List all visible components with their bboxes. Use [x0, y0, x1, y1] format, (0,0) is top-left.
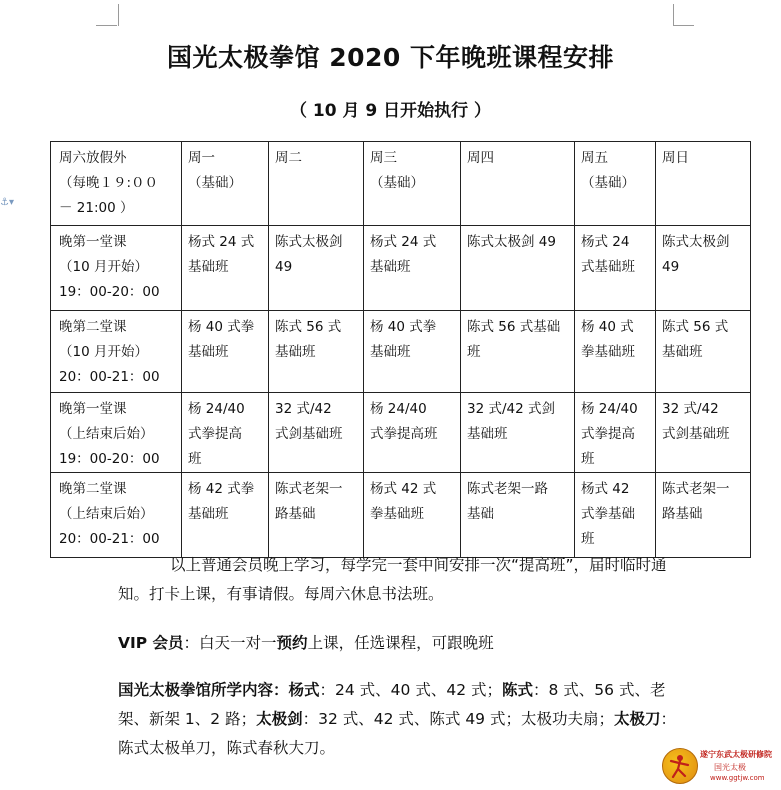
page-subtitle: （ 10 月 9 日开始执行 ） — [289, 101, 492, 121]
style-broadsword: 太极刀 — [613, 710, 661, 728]
table-cell: 杨式 24 式 基础班 — [182, 226, 269, 311]
anchor-icon[interactable]: ⚓▾ — [0, 197, 14, 208]
vip-text-b: 上课，任选课程，可跟晚班 — [307, 634, 494, 652]
table-cell: 杨 42 式拳 基础班 — [182, 473, 269, 558]
style-sword-forms: ：32 式、42 式、陈式 49 式；太极功夫扇； — [302, 710, 614, 728]
note-paragraph-curriculum — [118, 676, 678, 763]
logo-sub: 国光太极 — [714, 763, 746, 772]
table-cell: 陈式太极剑 49 — [461, 226, 575, 311]
vip-label: VIP 会员 — [118, 634, 184, 652]
table-cell: 杨 24/40 式拳提高班 — [364, 393, 461, 473]
header-cell-wed: 周三 （基础） — [364, 142, 461, 226]
table-row — [51, 311, 751, 393]
header-cell-time: 周六放假外 （每晚１９:００ － 21:00 ） — [51, 142, 182, 226]
table-cell: 32 式/42 式剑基础班 — [656, 393, 751, 473]
table-cell: 杨式 42 式 拳基础班 — [364, 473, 461, 558]
crop-mark-top-right — [672, 4, 674, 26]
taichi-figure-icon — [662, 748, 698, 784]
table-cell: 陈式 56 式 基础班 — [269, 311, 364, 393]
table-row — [51, 473, 751, 558]
logo-url: www.ggtjw.com — [710, 774, 765, 782]
table-cell: 杨 24/40 式拳提高 班 — [182, 393, 269, 473]
style-chen-forms: ：8 式、56 式、老架、新架 1、2 路； — [118, 681, 666, 728]
table-cell: 晚第一堂课 （10 月开始） 19：00-20：00 — [51, 226, 182, 311]
table-cell: 陈式太极剑 49 — [269, 226, 364, 311]
table-cell: 晚第一堂课 （上结束后始） 19：00-20：00 — [51, 393, 182, 473]
crop-mark-top-right-h — [673, 25, 694, 26]
note-paragraph-general: 以上普通会员晚上学习，每学完一套中间安排一次“提高班”，届时临时通知。打卡上课，有事请假。每周六休息书法班。 — [118, 556, 667, 603]
header-cell-tue: 周二 — [269, 142, 364, 226]
header-cell-fri: 周五 （基础） — [575, 142, 656, 226]
header-cell-sun: 周日 — [656, 142, 751, 226]
table-cell: 晚第二堂课 （上结束后始） 20：00-21：00 — [51, 473, 182, 558]
logo-name: 遂宁东武太极研修院 — [700, 750, 772, 759]
table-row — [51, 226, 751, 311]
table-header-row — [51, 142, 751, 226]
crop-mark-top-left — [117, 4, 119, 26]
table-row — [51, 393, 751, 473]
table-cell: 32 式/42 式剑 基础班 — [461, 393, 575, 473]
table-cell: 杨 40 式 拳基础班 — [575, 311, 656, 393]
table-cell: 杨式 24 式基础班 — [575, 226, 656, 311]
vip-text-a: ：白天一对一 — [183, 634, 277, 652]
table-cell: 杨 40 式拳 基础班 — [364, 311, 461, 393]
note-paragraph-vip — [118, 629, 678, 658]
curriculum-label: 国光太极拳馆所学内容： — [118, 681, 289, 699]
table-cell: 陈式老架一 路基础 — [656, 473, 751, 558]
table-cell: 杨 40 式拳 基础班 — [182, 311, 269, 393]
style-yang: 杨式 — [288, 681, 320, 699]
table-cell: 杨式 42 式拳基础 班 — [575, 473, 656, 558]
watermark-logo — [662, 748, 774, 786]
style-broadsword-forms: ：陈式太极单刀，陈式春秋大刀。 — [118, 710, 677, 757]
table-cell: 陈式太极剑 49 — [656, 226, 751, 311]
header-cell-mon: 周一 （基础） — [182, 142, 269, 226]
page-title: 国光太极拳馆 2020 下年晚班课程安排 — [167, 43, 614, 72]
table-cell: 晚第二堂课 （10 月开始） 20：00-21：00 — [51, 311, 182, 393]
table-cell: 杨式 24 式 基础班 — [364, 226, 461, 311]
table-cell: 杨 24/40 式拳提高 班 — [575, 393, 656, 473]
schedule-table — [50, 141, 751, 558]
header-cell-thu: 周四 — [461, 142, 575, 226]
style-yang-forms: ：24 式、40 式、42 式； — [319, 681, 502, 699]
table-cell: 陈式老架一 路基础 — [269, 473, 364, 558]
table-cell: 陈式老架一路 基础 — [461, 473, 575, 558]
style-sword: 太极剑 — [256, 710, 303, 728]
table-cell: 陈式 56 式基础 班 — [461, 311, 575, 393]
style-chen: 陈式 — [501, 681, 533, 699]
table-cell: 陈式 56 式 基础班 — [656, 311, 751, 393]
crop-mark-top-left-h — [96, 25, 117, 26]
table-cell: 32 式/42 式剑基础班 — [269, 393, 364, 473]
vip-bold-booking: 预约 — [276, 634, 308, 652]
